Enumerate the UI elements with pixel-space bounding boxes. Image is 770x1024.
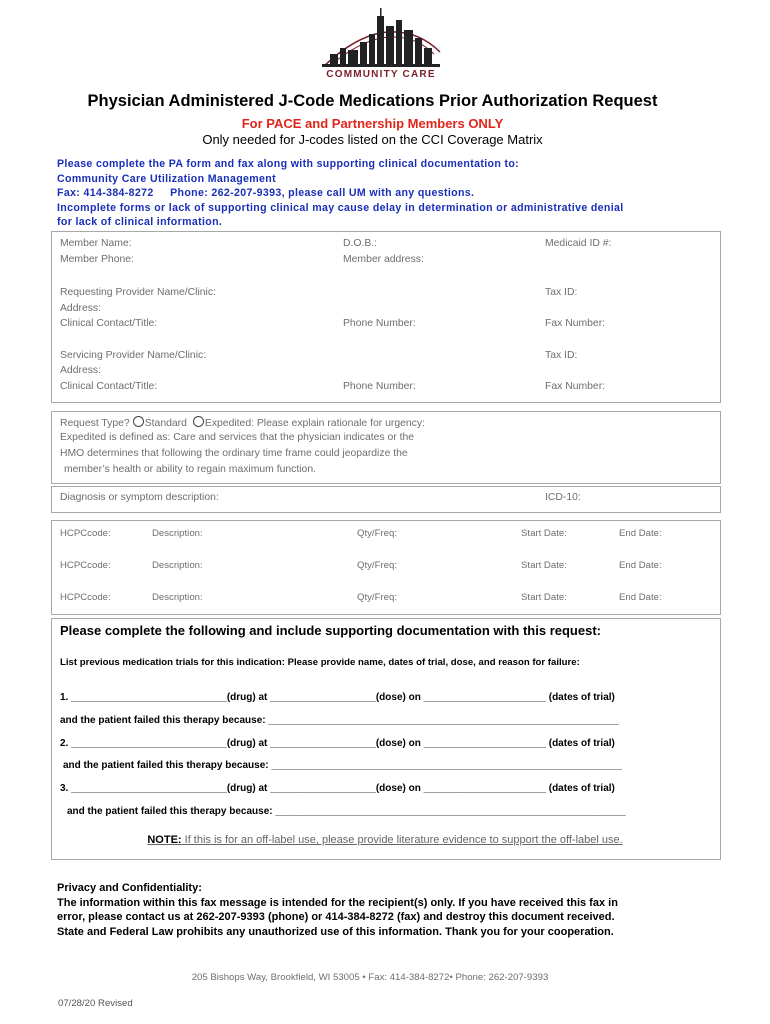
expedited-definition: member’s health or ability to regain maximum function. [64, 464, 316, 475]
instructions [57, 157, 624, 230]
hcpc-qty-field[interactable]: Qty/Freq: [357, 528, 397, 539]
servicing-address-field[interactable]: Address: [60, 365, 102, 376]
request-type-box [51, 411, 721, 484]
skyline-logo-icon [318, 4, 444, 70]
requesting-address-field[interactable]: Address: [60, 303, 102, 314]
note-text: If this is for an off-label use, please provide literature evidence to support the off-label use. [181, 834, 623, 846]
expedited-radio[interactable] [193, 416, 204, 427]
request-type-label: Request Type? [60, 418, 130, 429]
hcpc-qty-field[interactable]: Qty/Freq: [357, 560, 397, 571]
subtitle-pace: For PACE and Partnership Members ONLY [241, 116, 504, 131]
page-title: Physician Administered J-Code Medications Prior Authorization Request [87, 92, 658, 110]
expedited-label: Expedited: Please explain rationale for urgency: [204, 418, 425, 429]
privacy-line: The information within this fax message is intended for the recipient(s) only. If you have received this fax in [57, 896, 618, 909]
requesting-fax-field[interactable]: Fax Number: [545, 318, 606, 329]
revision-date: 07/28/20 Revised [58, 998, 133, 1009]
servicing-provider-field[interactable]: Servicing Provider Name/Clinic: [60, 350, 207, 361]
trial-row-1[interactable]: 1. ____________________________(drug) at ___________________(dose) on ______________________ (dates of trial) [60, 692, 615, 703]
standard-label: Standard [144, 418, 187, 429]
community-care-logo [318, 4, 444, 86]
privacy-section [57, 881, 618, 939]
standard-radio[interactable] [133, 416, 144, 427]
medication-trials-intro: List previous medication trials for this indication: Please provide name, dates of trial, dose, and reason for failure: [60, 657, 580, 668]
instruction-line: Fax: 414-384-8272 Phone: 262-207-9393, please call UM with any questions. [57, 187, 475, 200]
expedited-definition: Expedited is defined as: Care and services that the physician indicates or the [60, 432, 415, 443]
servicing-fax-field[interactable]: Fax Number: [545, 381, 606, 392]
member-phone-field[interactable]: Member Phone: [60, 254, 134, 265]
subtitle-jcodes: Only needed for J-codes listed on the CCI Coverage Matrix [202, 132, 543, 147]
hcpc-start-date-field[interactable]: Start Date: [521, 560, 567, 571]
instruction-line: Community Care Utilization Management [57, 172, 276, 185]
diagnosis-box [51, 486, 721, 513]
request-type-row [60, 416, 425, 429]
dob-field[interactable]: D.O.B.: [343, 238, 378, 249]
footer-address: 205 Bishops Way, Brookfield, WI 53005 • Fax: 414-384-8272• Phone: 262-207-9393 [191, 972, 549, 983]
hcpc-qty-field[interactable]: Qty/Freq: [357, 592, 397, 603]
servicing-tax-id-field[interactable]: Tax ID: [545, 350, 578, 361]
failure-row-3[interactable]: and the patient failed this therapy because: _______________________________________________________________ [67, 806, 626, 817]
hcpc-code-field[interactable]: HCPCcode: [60, 528, 111, 539]
requesting-contact-field[interactable]: Clinical Contact/Title: [60, 318, 158, 329]
requesting-phone-field[interactable]: Phone Number: [343, 318, 416, 329]
hcpc-end-date-field[interactable]: End Date: [619, 592, 662, 603]
expedited-definition: HMO determines that following the ordinary time frame could jeopardize the [60, 448, 408, 459]
instruction-line: Please complete the PA form and fax along with supporting clinical documentation to: [57, 158, 520, 170]
servicing-contact-field[interactable]: Clinical Contact/Title: [60, 381, 158, 392]
member-provider-box [51, 231, 721, 403]
instruction-line: for lack of clinical information. [57, 216, 223, 229]
member-address-field[interactable]: Member address: [343, 254, 424, 265]
requesting-tax-id-field[interactable]: Tax ID: [545, 287, 578, 298]
logo-text: COMMUNITY CARE [326, 69, 436, 80]
privacy-line: error, please contact us at 262-207-9393 (phone) or 414-384-8272 (fax) and destroy this document received. [57, 911, 615, 924]
hcpc-description-field[interactable]: Description: [152, 528, 203, 539]
note-label: NOTE: [147, 834, 182, 846]
member-name-field[interactable]: Member Name: [60, 238, 132, 249]
hcpc-description-field[interactable]: Description: [152, 560, 203, 571]
instruction-line: Incomplete forms or lack of supporting clinical may cause delay in determination or administrative denial [57, 201, 624, 214]
hcpc-code-field[interactable]: HCPCcode: [60, 592, 111, 603]
diagnosis-field[interactable]: Diagnosis or symptom description: [60, 492, 219, 503]
privacy-line: State and Federal Law prohibits any unauthorized use of this information. Thank you for your cooperation. [57, 925, 614, 938]
medicaid-id-field[interactable]: Medicaid ID #: [545, 238, 612, 249]
medication-trials-title: Please complete the following and include supporting documentation with this request: [60, 623, 601, 638]
trial-row-3[interactable]: 3. ____________________________(drug) at ___________________(dose) on ______________________ (dates of trial) [60, 783, 615, 794]
hcpc-box [51, 520, 721, 615]
privacy-heading: Privacy and Confidentiality: [57, 882, 202, 894]
servicing-phone-field[interactable]: Phone Number: [343, 381, 416, 392]
hcpc-code-field[interactable]: HCPCcode: [60, 560, 111, 571]
failure-row-2[interactable]: and the patient failed this therapy because: _______________________________________________________________ [63, 760, 622, 771]
hcpc-description-field[interactable]: Description: [152, 592, 203, 603]
hcpc-end-date-field[interactable]: End Date: [619, 560, 662, 571]
failure-row-1[interactable]: and the patient failed this therapy because: _______________________________________________________________ [60, 715, 619, 726]
trial-row-2[interactable]: 2. ____________________________(drug) at ___________________(dose) on ______________________ (dates of trial) [60, 738, 615, 749]
hcpc-start-date-field[interactable]: Start Date: [521, 528, 567, 539]
hcpc-start-date-field[interactable]: Start Date: [521, 592, 567, 603]
icd10-field[interactable]: ICD-10: [545, 492, 581, 503]
hcpc-end-date-field[interactable]: End Date: [619, 528, 662, 539]
requesting-provider-field[interactable]: Requesting Provider Name/Clinic: [60, 287, 216, 298]
off-label-note [0, 834, 770, 846]
